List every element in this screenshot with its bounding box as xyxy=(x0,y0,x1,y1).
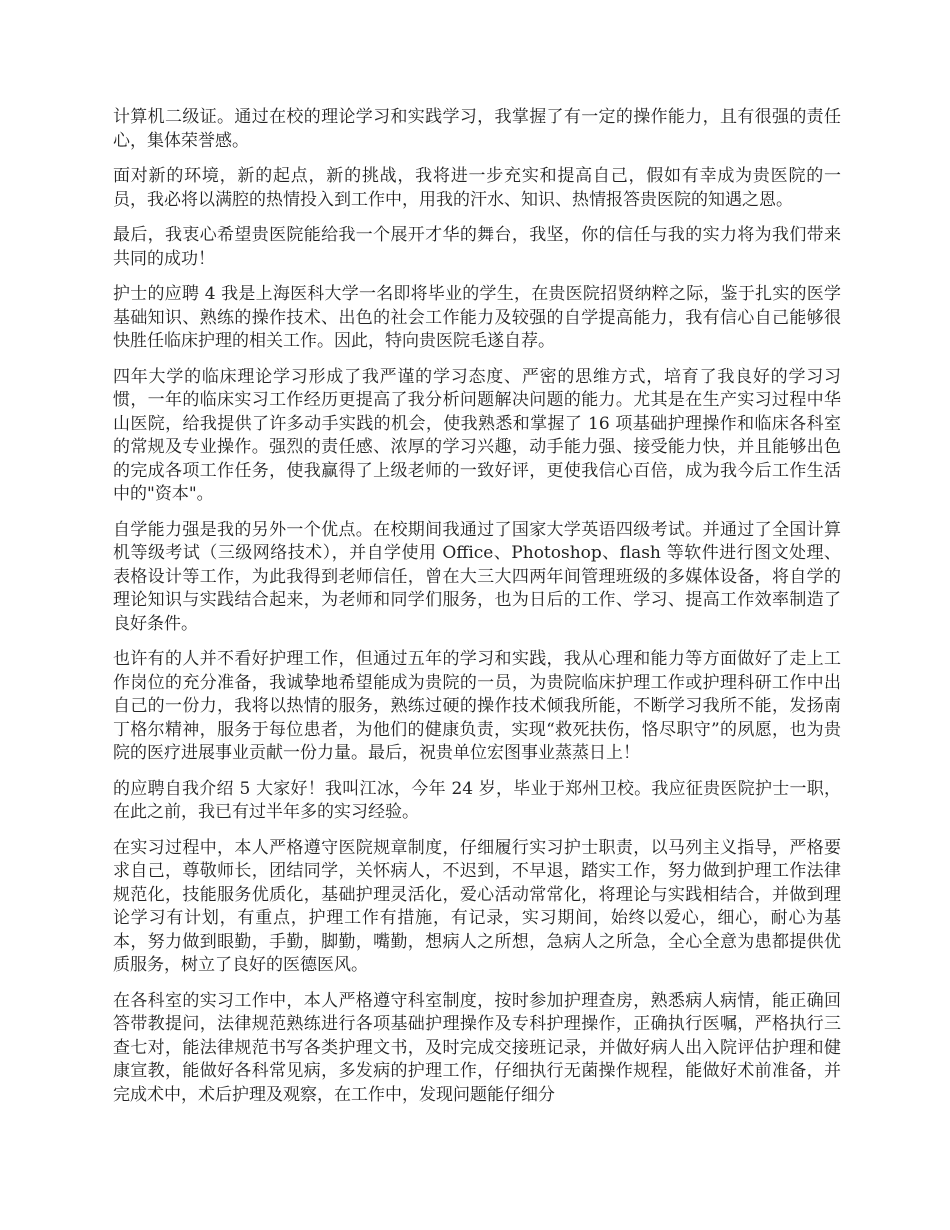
paragraph-7: 也许有的人并不看好护理工作，但通过五年的学习和实践，我从心理和能力等方面做好了走上工作岗位的充分准备，我诚挚地希望能成为贵院的一员，为贵院临床护理工作或护理科研工作中出自己的一份力，我将以热情的服务，熟练过硬的操作技术倾我所能，不断学习我所不能，发扬南丁格尔精神，服务于每位患者，为他们的健康负责，实现“救死扶伤，恪尽职守”的夙愿，也为贵院的医疗进展事业贡献一份力量。最后，祝贵单位宏图事业蒸蒸日上！ xyxy=(113,649,841,763)
paragraph-8: 的应聘自我介绍 5 大家好！我叫江冰，今年 24 岁，毕业于郑州卫校。我应征贵医院护士一职，在此之前，我已有过半年多的实习经验。 xyxy=(113,778,841,822)
paragraph-5: 四年大学的临床理论学习形成了我严谨的学习态度、严密的思维方式，培育了我良好的学习习惯，一年的临床实习工作经历更提高了我分析问题解决问题的能力。尤其是在生产实习过程中华山医院，给我提供了许多动手实践的机会，使我熟悉和掌握了 16 项基础护理操作和临床各科室的常规及专业操作。强烈的责任感、浓厚的学习兴趣，动手能力强、接受能力快，并且能够出色的完成各项工作任务，使我赢得了上级老师的一致好评，更使我信心百倍，成为我今后工作生活中的"资本"。 xyxy=(113,366,841,504)
paragraph-6: 自学能力强是我的另外一个优点。在校期间我通过了国家大学英语四级考试。并通过了全国计算机等级考试（三级网络技术），并自学使用 Office、Photoshop、flash 等软件进行图文处理、表格设计等工作，为此我得到老师信任，曾在大三大四两年间管理班级的多媒体设备，将自学的理论知识与实践结合起来，为老师和同学们服务，也为日后的工作、学习、提高工作效率制造了良好条件。 xyxy=(113,519,841,634)
paragraph-10: 在各科室的实习工作中，本人严格遵守科室制度，按时参加护理查房，熟悉病人病情，能正确回答带教提问，法律规范熟练进行各项基础护理操作及专科护理操作，正确执行医嘱，严格执行三查七对，能法律规范书写各类护理文书，及时完成交接班记录，并做好病人出入院评估护理和健康宣教，能做好各科常见病，多发病的护理工作，仔细执行无菌操作规程，能做好术前准备，并完成术中，术后护理及观察，在工作中，发现问题能仔细分 xyxy=(113,990,841,1105)
document-body xyxy=(113,106,841,1119)
paragraph-2: 面对新的环境，新的起点，新的挑战，我将进一步充实和提高自己，假如有幸成为贵医院的一员，我必将以满腔的热情投入到工作中，用我的汗水、知识、热情报答贵医院的知遇之恩。 xyxy=(113,166,841,210)
paragraph-3: 最后，我衷心希望贵医院能给我一个展开才华的舞台，我坚，你的信任与我的实力将为我们带来共同的成功！ xyxy=(113,225,841,269)
paragraph-4: 护士的应聘 4 我是上海医科大学一名即将毕业的学生，在贵医院招贤纳粹之际，鉴于扎实的医学基础知识、熟练的操作技术、出色的社会工作能力及较强的自学提高能力，我有信心自己能够很快胜任临床护理的相关工作。因此，特向贵医院毛遂自荐。 xyxy=(113,284,841,351)
paragraph-9: 在实习过程中，本人严格遵守医院规章制度，仔细履行实习护士职责，以马列主义指导，严格要求自己，尊敬师长，团结同学，关怀病人，不迟到，不早退，踏实工作，努力做到护理工作法律规范化，技能服务优质化，基础护理灵活化，爱心活动常常化，将理论与实践相结合，并做到理论学习有计划，有重点，护理工作有措施，有记录，实习期间，始终以爱心，细心，耐心为基本，努力做到眼勤，手勤，脚勤，嘴勤，想病人之所想，急病人之所急，全心全意为患都提供优质服务，树立了良好的医德医风。 xyxy=(113,837,841,975)
paragraph-1: 计算机二级证。通过在校的理论学习和实践学习，我掌握了有一定的操作能力，且有很强的责任心，集体荣誉感。 xyxy=(113,107,841,151)
